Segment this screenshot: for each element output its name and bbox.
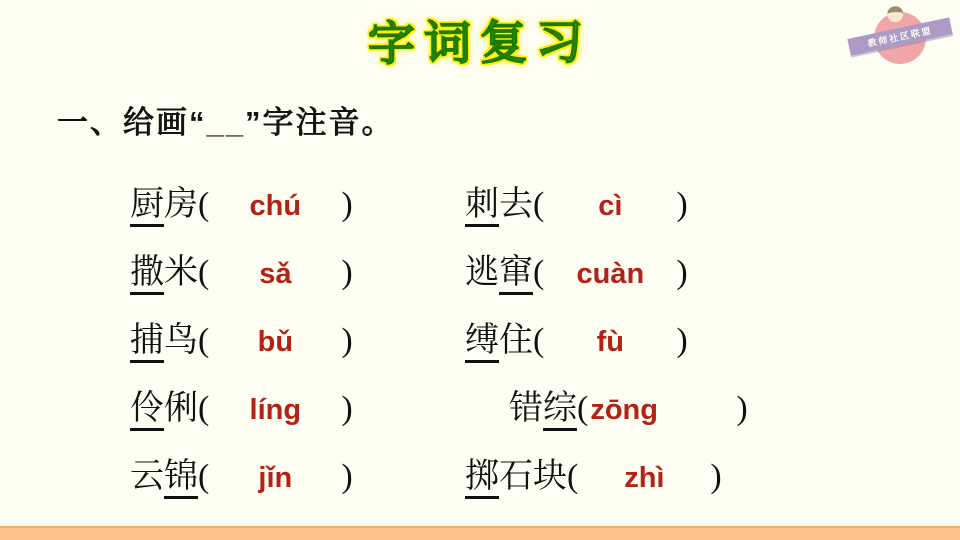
pinyin-answer: cuàn xyxy=(576,257,645,290)
underlined-char: 窜 xyxy=(499,254,533,295)
paren-open: ( xyxy=(567,457,579,495)
word-text: 鸟 xyxy=(164,321,198,359)
paren-open: ( xyxy=(198,185,210,223)
word-text: 逃 xyxy=(465,253,499,291)
paren-close: ) xyxy=(341,185,353,223)
pinyin-answer: bǔ xyxy=(257,325,294,358)
paren-close: ) xyxy=(341,321,353,359)
paren-open: ( xyxy=(533,321,545,359)
underlined-char: 伶 xyxy=(130,390,164,431)
word-text: 俐 xyxy=(164,389,198,427)
pinyin-answer: zōng xyxy=(590,393,658,426)
exercise-item-ciqu xyxy=(465,176,960,225)
underlined-char: 综 xyxy=(543,390,577,431)
pinyin-answer: cì xyxy=(598,189,623,222)
paren-close: ) xyxy=(676,185,688,223)
underlined-char: 锦 xyxy=(164,458,198,499)
word-text: 住 xyxy=(499,321,533,359)
title-banner xyxy=(0,0,960,73)
word-text: 米 xyxy=(164,253,198,291)
paren-close: ) xyxy=(676,321,688,359)
paren-close: ) xyxy=(710,457,722,495)
exercise-item-yunjin xyxy=(130,448,465,497)
exercise-item-taocuan xyxy=(465,244,960,293)
pinyin-answer: zhì xyxy=(624,461,665,494)
pinyin-answer: jǐn xyxy=(258,461,293,494)
word-text: 云 xyxy=(130,457,164,495)
underlined-char: 掷 xyxy=(465,458,499,499)
paren-close: ) xyxy=(736,389,748,427)
word-text: 石块 xyxy=(499,457,567,495)
underlined-char: 捕 xyxy=(130,322,164,363)
exercise-item-lingli xyxy=(130,380,465,429)
section-heading: 一、给画“__”字注音。 xyxy=(57,105,395,140)
footer-bar xyxy=(0,526,960,540)
underlined-char: 刺 xyxy=(465,186,499,227)
logo-ribbon-text: 教师社区联盟 xyxy=(866,25,934,49)
paren-close: ) xyxy=(676,253,688,291)
exercise-item-sami xyxy=(130,244,465,293)
paren-close: ) xyxy=(341,389,353,427)
exercise-item-chufang xyxy=(130,176,465,225)
word-text: 错 xyxy=(509,389,543,427)
exercise-item-zhishikuai xyxy=(465,448,960,497)
underlined-char: 撒 xyxy=(130,254,164,295)
paren-open: ( xyxy=(198,389,210,427)
paren-close: ) xyxy=(341,253,353,291)
paren-open: ( xyxy=(577,389,589,427)
paren-close: ) xyxy=(341,457,353,495)
word-text: 房 xyxy=(164,185,198,223)
paren-open: ( xyxy=(198,457,210,495)
exercise-item-buniao xyxy=(130,312,465,361)
exercise-item-fuzhu xyxy=(465,312,960,361)
underlined-char: 厨 xyxy=(130,186,164,227)
exercise-grid xyxy=(130,166,960,506)
pinyin-answer: sǎ xyxy=(259,257,292,290)
word-text: 去 xyxy=(499,185,533,223)
page-title: 字词复习 xyxy=(367,15,593,70)
paren-open: ( xyxy=(533,253,545,291)
paren-open: ( xyxy=(198,321,210,359)
pinyin-answer: chú xyxy=(249,189,302,222)
paren-open: ( xyxy=(533,185,545,223)
exercise-item-cuozong xyxy=(509,380,960,429)
underlined-char: 缚 xyxy=(465,322,499,363)
pinyin-answer: fù xyxy=(596,325,625,358)
paren-open: ( xyxy=(198,253,210,291)
pinyin-answer: líng xyxy=(249,393,302,426)
logo-watermark xyxy=(847,2,953,70)
